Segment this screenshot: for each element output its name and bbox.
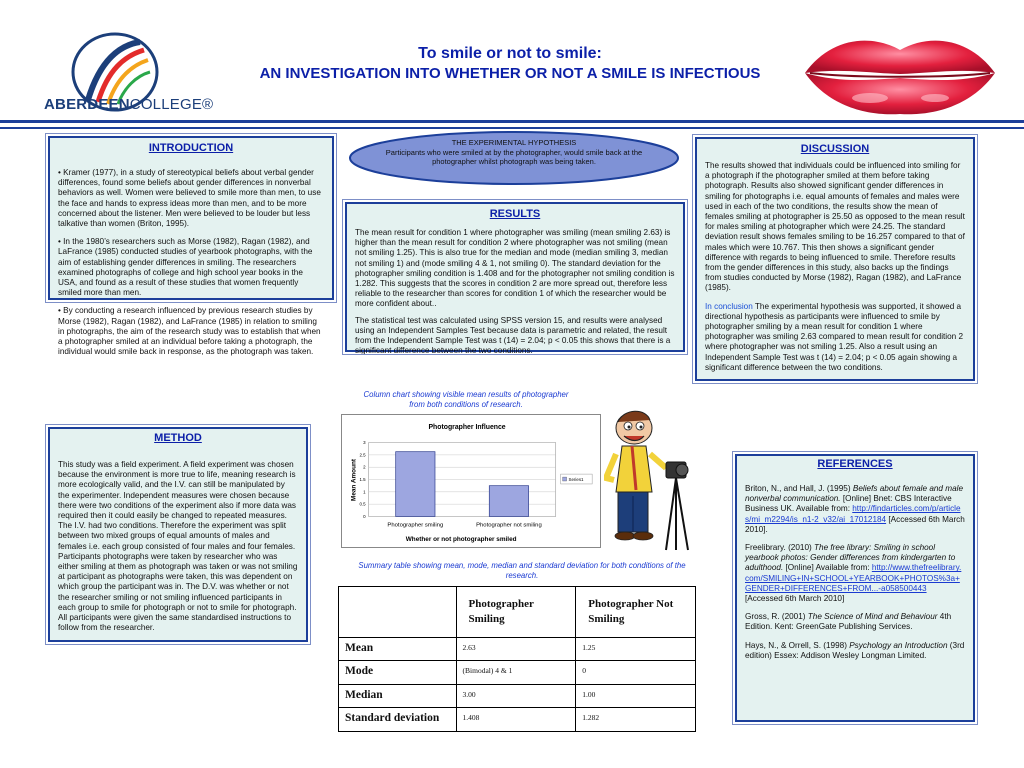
reference-entry: Freelibrary. (2010) The free library: Smiling in school yearbook photos: Gender differences from kindergarten to adulthood. [Online] Available from: http://www.thefreelibrary.com/SMILING+IN+SCHOOL+YEARBOOK+PHOTOS%3a+GENDER+DIFFERENCES+FROM...-a058500443 [Accessed 6th March 2010] [745,543,962,604]
cell-not-smiling: 1.00 [576,684,696,708]
bar [396,452,435,517]
introduction-heading: INTRODUCTION [148,142,234,154]
results-panel [345,202,685,356]
intro-paragraph: • By conducting a research influenced by previous research studies by Morse (1982), Ragan (1982), and LaFrance (1985) in relation to smiling in photographs, the aim of the research study was to establish that when a photographer smiled at an individual before taking a photograph, the individual would smile back in response, as the photograph was taken. [58,306,321,357]
y-tick-label: 0 [363,513,366,519]
table-caption: Summary table showing mean, mode, median and standard deviation for both conditions of the research. [358,561,686,580]
results-paragraph: The mean result for condition 1 where photographer was smiling (mean smiling 2.63) is higher than the mean result for condition 2 where photographer was not smiling (mean not smiling 1.25). This is also true for the median and mode (median smiling 3, median not smiling 1) and (mode smiling 4 & 1, not smiling 0). The standard deviation for the photographer smiling condition is 1.408 and for the photographer not smiling condition is 1.282. This suggests that the scores in condition 2 are more spread out, therefore less reliable to the researcher than scores for condition 1 of which the researcher would be more confident about.. [355,228,675,309]
summary-table [338,586,696,732]
intro-paragraph: • In the 1980’s researchers such as Morse (1982), Ragan (1982), and LaFrance (1985) conducted studies of yearbook photographs, with the aim of establishing gender differences in smiling. The researchers examined photographs of college and high school year books in the USA, and found as a result of these studies that women frequently smiled more than men. [58,237,313,298]
cell-smiling: 3.00 [456,684,576,708]
row-label: Median [339,684,457,708]
introduction-panel [48,136,334,357]
row-label: Standard deviation [339,708,457,732]
results-heading: RESULTS [489,208,541,220]
y-tick-label: 1.5 [359,477,366,482]
discussion-paragraph: The results showed that individuals could be influenced into smiling for a photograph if the photographer smiled at them before taking photograph. Results also showed significant gender differences in smiling for photographs i.e. equal amounts of females and males were used in each of the two conditions, the results show the mean of females smiling at photographer is 25.50 as opposed to the mean result for males smiling at photographer which were 24.25. The standard deviation result shows females smiling to be 16.257 compared to that of males which were 10.767. This then shows a significant gender difference with regards to being influenced to smile. Therefore results from the gender differences in this study, also backs up the findings from studies conducted by Morse (1982), Ragan (1982), and LaFrance (1985). [705,161,965,293]
hypothesis-heading: THE EXPERIMENTAL HYPOTHESIS [451,138,577,147]
table-corner-cell [339,587,457,638]
photographer-influence-chart [341,414,601,548]
y-tick-label: 2 [363,464,366,470]
references-heading: REFERENCES [817,458,893,470]
y-tick-label: 3 [363,440,366,446]
reference-entry: Briton, N., and Hall, J. (1995) Beliefs about female and male nonverbal communication. [Online] Bnet: CBS Interactive Business UK. Available from: http://findarticles.com/p/articles/mi_m2294/is_n1-2_v32/ai_17012184 [Accessed 6th March 2010]. [745,484,965,534]
y-tick-label: 2.5 [359,452,366,458]
title-line-2: AN INVESTIGATION INTO WHETHER OR NOT A SMILE IS INFECTIOUS [259,65,761,82]
x-axis-label: Whether or not photographer smiled [405,536,517,544]
reference-link[interactable]: http://www.thefreelibrary.com/SMILING+IN+SCHOOL+YEARBOOK+PHOTOS%3a+GENDER+DIFFERENCES+FROM...-a058500443 [745,563,962,593]
cell-smiling: 1.408 [456,708,576,732]
bar [489,486,528,517]
table-row [339,637,696,661]
table-row [339,684,696,708]
y-tick-label: 0.5 [359,501,366,507]
hypothesis-ellipse [348,130,680,186]
header-rule-top [0,120,1024,123]
cell-not-smiling: 0 [576,661,696,685]
title-line-1: To smile or not to smile: [418,45,602,62]
chart-title: Photographer Influence [428,423,506,431]
references-panel [735,454,975,722]
results-paragraph: The statistical test was calculated using SPSS version 15, and results were analysed using an Independent Samples Test because data is parametric and related, the result from the Independent Sample Test was t (14) = 2.04; p < 0.05 this shows that there is a significant difference between the two conditions. [355,315,671,356]
logo-text: ABERDEENCOLLEGE® [44,96,214,113]
conclusion-label: In conclusion [705,301,753,311]
poster-title [200,44,820,84]
y-tick-label: 1 [363,489,366,495]
method-paragraph: This study was a field experiment. A field experiment was chosen because the environment is more true to life, meaning research is more ecologically valid, and the I.V. can still be manipulated by the experimenter. Independent measures were chosen because there were two conditions of the experiment also if more data was required then it could easily be changed to repeated measures. The I.V. had two conditions. Therefore the experiment was split between two mixed groups of equal amounts of males and females i.e. each group consisted of four males and four females. Participants photographs were taken by researcher who was either smiling at them as photograph was taken or was not smiling at participant as photographs were taken, this was dependent on which group the participant was in. The D.V. was whether or not the researcher smiling or not smiling influenced participants in each group to smile for photograph or not to smile for photograph. All participants were given the same standardised instructions to follow from the researcher. [58,460,298,633]
chart-caption: Column chart showing visible mean results of photographer from both conditions of research. [363,390,569,409]
table-header-row [339,587,696,638]
header-rule-bottom [0,127,1024,129]
x-tick-label: Photographer smiling [387,522,444,529]
row-label: Mean [339,637,457,661]
cell-smiling: 2.63 [456,637,576,661]
row-label: Mode [339,661,457,685]
discussion-panel [695,137,975,381]
table-row [339,708,696,732]
cell-smiling: (Bimodal) 4 & 1 [456,661,576,685]
reference-entry: Gross, R. (2001) The Science of Mind and Behaviour 4th Edition. Kent: GreenGate Publishing Services. [745,612,952,632]
red-lips-image [800,28,1000,118]
cell-not-smiling: 1.25 [576,637,696,661]
discussion-heading: DISCUSSION [800,143,870,155]
reference-entry: Hays, N., & Orrell, S. (1998) Psychology an Introduction (3rd edition) Essex: Addison Wesley Longman Limited. [745,640,965,660]
legend-label: Series1 [568,477,584,482]
reference-link[interactable]: http://findarticles.com/p/articles/mi_m2294/is_n1-2_v32/ai_17012184 [745,504,961,524]
legend-swatch [563,477,567,481]
cell-not-smiling: 1.282 [576,708,696,732]
y-axis-label: Mean Amount [350,459,358,502]
table-row [339,661,696,685]
column-header-smiling: Photographer Smiling [456,587,576,638]
column-header-not-smiling: Photographer Not Smiling [576,587,696,638]
method-panel [48,427,308,642]
intro-paragraph: • Kramer (1977), in a study of stereotypical beliefs about verbal gender differences, found some beliefs about gender differences in nonverbal behaviors as well. Women were believed to smile more than men, to use the face and hands to express ideas more than men, and to be more concerned about the listener. Men were believed to be louder but less talkative than women (Briton, 1995). [58,168,321,229]
method-heading: METHOD [154,432,202,444]
x-tick-label: Photographer not smiling [476,522,542,529]
cartoon-photographer-illustration [604,410,699,560]
hypothesis-text: Participants who were smiled at by the photographer, would smile back at the photographer whilst photograph was being taken. [385,147,643,166]
discussion-conclusion: In conclusion The experimental hypothesis was supported, it showed a directional hypothesis as participants were influenced to smile by photographer smiling by a mean result for condition 1 where photographer was smiling 2.63 compared to mean result for condition 2 where photographer was not smiling 1.25. Also a result using an Independent Sample Test was t (14) = 2.04; p < 0.05 again showing a significant difference between the two conditions. [705,301,964,372]
